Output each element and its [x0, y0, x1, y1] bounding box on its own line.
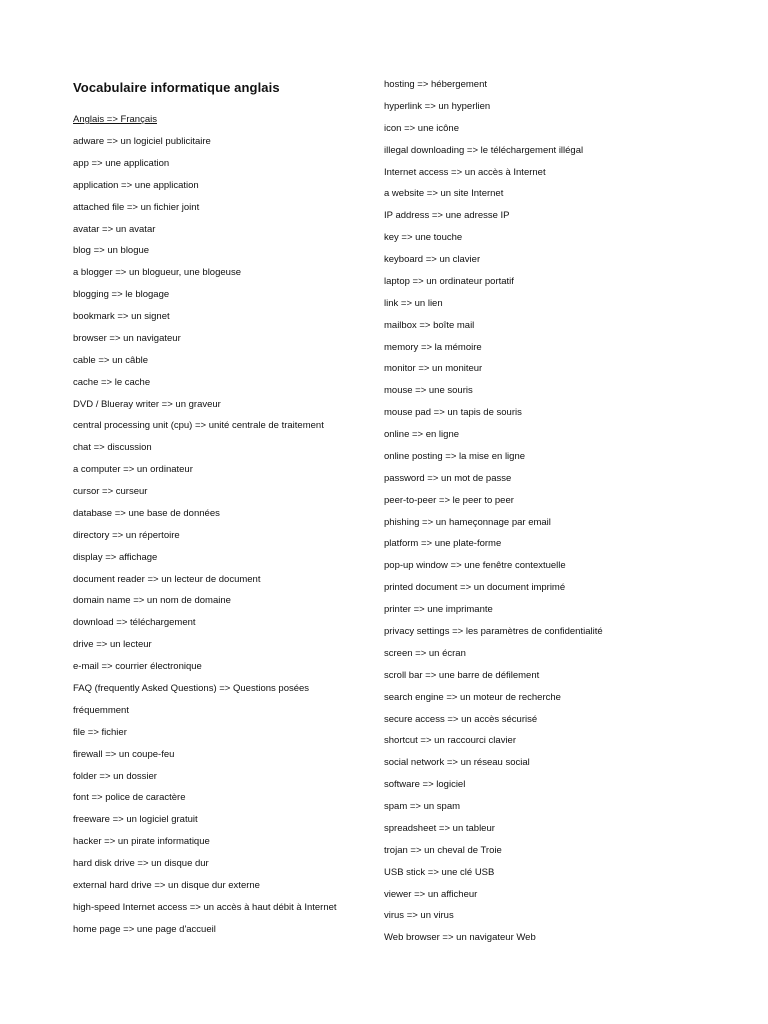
- vocabulary-entry: firewall => un coupe-feu: [73, 748, 175, 760]
- vocabulary-entry: printer => une imprimante: [384, 604, 493, 616]
- vocabulary-entry: adware => un logiciel publicitaire: [73, 136, 211, 147]
- vocabulary-entry: key => une touche: [384, 232, 463, 244]
- vocabulary-entry: browser => un navigateur: [73, 332, 181, 344]
- vocabulary-entry: cable => un câble: [73, 354, 149, 366]
- vocabulary-entry: central processing unit (cpu) => unité centrale de traitement: [73, 420, 324, 432]
- vocabulary-entry: scroll bar => une barre de défilement: [384, 669, 540, 681]
- vocabulary-entry: online posting => la mise en ligne: [384, 450, 526, 462]
- vocabulary-entry: download => téléchargement: [73, 617, 196, 629]
- vocabulary-entry: document reader => un lecteur de document: [73, 573, 261, 585]
- vocabulary-entry: a blogger => un blogueur, une blogeuse: [73, 267, 241, 279]
- vocabulary-entry: bookmark => un signet: [73, 311, 170, 323]
- vocabulary-entry: fréquemment: [73, 704, 129, 716]
- vocabulary-entry: e-mail => courrier électronique: [73, 661, 202, 673]
- vocabulary-entry: cache => le cache: [73, 376, 151, 388]
- vocabulary-entry: pop-up window => une fenêtre contextuelle: [384, 560, 566, 572]
- vocabulary-entry: FAQ (frequently Asked Questions) => Questions posées: [73, 683, 310, 694]
- vocabulary-entry: directory => un répertoire: [73, 529, 180, 541]
- vocabulary-entry: link => un lien: [384, 297, 443, 309]
- vocabulary-entry: illegal downloading => le téléchargement illégal: [384, 144, 584, 156]
- vocabulary-entry: platform => une plate-forme: [384, 538, 502, 550]
- vocabulary-entry: viewer => un afficheur: [384, 888, 478, 900]
- vocabulary-entry: blogging => le blogage: [73, 289, 170, 301]
- vocabulary-entry: Web browser => un navigateur Web: [384, 932, 536, 944]
- vocabulary-entry: chat => discussion: [73, 442, 152, 454]
- vocabulary-entry: password => un mot de passe: [384, 472, 512, 484]
- vocabulary-entry: folder => un dossier: [73, 770, 157, 782]
- vocabulary-entry: phishing => un hameçonnage par email: [384, 516, 551, 528]
- vocabulary-entry: file => fichier: [73, 726, 127, 738]
- vocabulary-entry: IP address => une adresse IP: [384, 210, 510, 222]
- vocabulary-entry: cursor => curseur: [73, 486, 148, 498]
- vocabulary-entry: social network => un réseau social: [384, 757, 530, 769]
- vocabulary-entry: monitor => un moniteur: [384, 363, 483, 375]
- vocabulary-entry: a computer => un ordinateur: [73, 464, 193, 476]
- vocabulary-entry: hard disk drive => un disque dur: [73, 858, 209, 870]
- vocabulary-entry: drive => un lecteur: [73, 639, 152, 651]
- vocabulary-entry: display => affichage: [73, 551, 158, 563]
- section-subheader: Anglais => Français: [73, 114, 157, 125]
- vocabulary-entry: trojan => un cheval de Troie: [384, 844, 502, 856]
- vocabulary-entry: hosting => hébergement: [384, 79, 487, 90]
- vocabulary-entry: high-speed Internet access => un accès à haut débit à Internet: [73, 901, 337, 913]
- vocabulary-entry: Internet access => un accès à Internet: [384, 166, 546, 178]
- vocabulary-entry: a website => un site Internet: [384, 188, 504, 200]
- vocabulary-entry: application => une application: [73, 179, 199, 191]
- vocabulary-entry: hacker => un pirate informatique: [73, 836, 210, 848]
- vocabulary-entry: software => logiciel: [384, 779, 466, 791]
- vocabulary-entry: USB stick => une clé USB: [384, 866, 495, 878]
- vocabulary-entry: database => une base de données: [73, 507, 220, 519]
- vocabulary-entry: avatar => un avatar: [73, 223, 156, 235]
- vocabulary-entry: mouse => une souris: [384, 385, 473, 397]
- vocabulary-entry: keyboard => un clavier: [384, 254, 481, 266]
- vocabulary-entry: memory => la mémoire: [384, 341, 482, 353]
- vocabulary-entry: home page => une page d'accueil: [73, 923, 216, 935]
- vocabulary-entry: icon => une icône: [384, 122, 460, 134]
- vocabulary-entry: privacy settings => les paramètres de confidentialité: [384, 626, 603, 637]
- vocabulary-entry: spreadsheet => un tableur: [384, 822, 495, 834]
- vocabulary-entry: virus => un virus: [384, 910, 454, 922]
- vocabulary-entry: online => en ligne: [384, 429, 460, 441]
- vocabulary-entry: peer-to-peer => le peer to peer: [384, 494, 514, 506]
- vocabulary-entry: app => une application: [73, 157, 170, 169]
- vocabulary-entry: external hard drive => un disque dur externe: [73, 879, 260, 891]
- vocabulary-entry: blog => un blogue: [73, 245, 150, 257]
- vocabulary-entry: shortcut => un raccourci clavier: [384, 735, 517, 747]
- vocabulary-entry: printed document => un document imprimé: [384, 582, 566, 594]
- vocabulary-entry: mailbox => boîte mail: [384, 319, 475, 331]
- vocabulary-entry: font => police de caractère: [73, 792, 186, 804]
- vocabulary-entry: screen => un écran: [384, 647, 466, 659]
- vocabulary-entry: DVD / Blueray writer => un graveur: [73, 398, 221, 410]
- vocabulary-entry: search engine => un moteur de recherche: [384, 691, 561, 703]
- vocabulary-entry: freeware => un logiciel gratuit: [73, 814, 198, 826]
- vocabulary-entry: spam => un spam: [384, 801, 461, 813]
- vocabulary-entry: domain name => un nom de domaine: [73, 595, 231, 607]
- vocabulary-entry: mouse pad => un tapis de souris: [384, 407, 522, 419]
- vocabulary-entry: attached file => un fichier joint: [73, 201, 200, 213]
- vocabulary-entry: hyperlink => un hyperlien: [384, 100, 491, 112]
- vocabulary-entry: secure access => un accès sécurisé: [384, 713, 538, 725]
- document-title: Vocabulaire informatique anglais: [73, 80, 280, 95]
- vocabulary-entry: laptop => un ordinateur portatif: [384, 275, 514, 287]
